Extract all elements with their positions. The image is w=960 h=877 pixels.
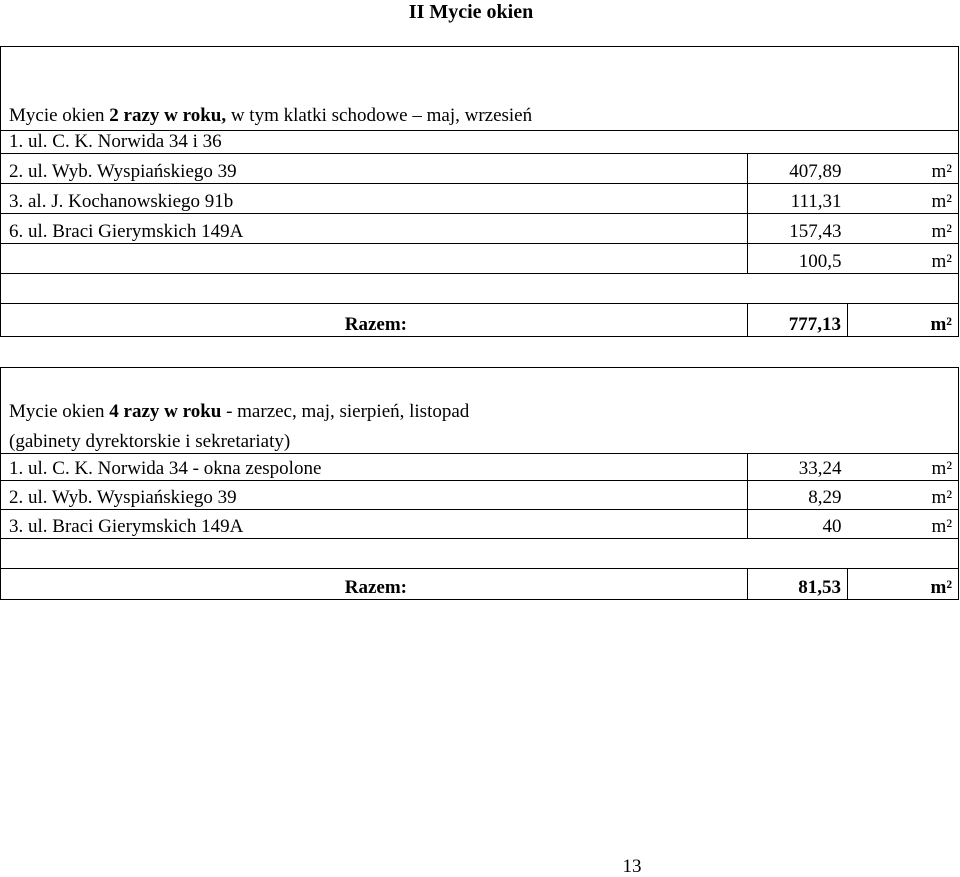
table-row xyxy=(1,244,959,274)
page-number: 13 xyxy=(622,856,642,877)
table-row xyxy=(1,510,959,539)
table-row xyxy=(1,454,959,481)
section1-header-prefix: Mycie okien xyxy=(9,105,110,126)
row-value: 8,29 xyxy=(748,481,848,510)
total-unit: m² xyxy=(848,569,959,600)
section2-subheader-row xyxy=(1,426,959,454)
row-unit: m² xyxy=(848,481,959,510)
row-value: 100,5 xyxy=(748,244,848,274)
table-row xyxy=(1,214,959,244)
section1-header xyxy=(1,47,959,131)
row-unit: m² xyxy=(848,184,959,214)
total-label: Razem: xyxy=(1,304,748,337)
table-row xyxy=(1,184,959,214)
row-value: 407,89 xyxy=(748,154,848,184)
spacer-cell xyxy=(1,274,959,304)
section2-header-suffix: - marzec, maj, sierpień, listopad xyxy=(221,400,470,422)
row-unit: m² xyxy=(848,154,959,184)
total-row xyxy=(1,304,959,337)
section2-header-row xyxy=(1,368,959,426)
row-label: 1. ul. C. K. Norwida 34 - okna zespolone xyxy=(1,454,748,481)
section2-header-prefix: Mycie okien xyxy=(9,400,110,422)
page-title: II Mycie okien xyxy=(408,1,534,23)
row-value: 40 xyxy=(748,510,848,539)
section1-table xyxy=(0,46,959,337)
row-unit: m² xyxy=(848,214,959,244)
table-row xyxy=(1,131,959,154)
section2-table xyxy=(0,367,959,600)
total-row xyxy=(1,569,959,600)
section2-subheader: (gabinety dyrektorskie i sekretariaty) xyxy=(1,426,959,454)
section1-header-suffix: w tym klatki schodowe – maj, wrzesień xyxy=(226,105,533,126)
spacer-cell xyxy=(1,539,959,569)
section2-header xyxy=(1,368,959,426)
total-value: 81,53 xyxy=(748,569,848,600)
table-row xyxy=(1,154,959,184)
row-label xyxy=(1,244,748,274)
row-label: 6. ul. Braci Gierymskich 149A xyxy=(1,214,748,244)
section1-header-row xyxy=(1,47,959,131)
total-unit: m² xyxy=(848,304,959,337)
row-label: 2. ul. Wyb. Wyspiańskiego 39 xyxy=(1,154,748,184)
row-label: 2. ul. Wyb. Wyspiańskiego 39 xyxy=(1,481,748,510)
spacer-row xyxy=(1,274,959,304)
row-value: 33,24 xyxy=(748,454,848,481)
row-value: 111,31 xyxy=(748,184,848,214)
spacer-row xyxy=(1,539,959,569)
row-unit: m² xyxy=(848,510,959,539)
table-row xyxy=(1,481,959,510)
row-unit: m² xyxy=(848,454,959,481)
total-value: 777,13 xyxy=(748,304,848,337)
row-value: 157,43 xyxy=(748,214,848,244)
row-label: 3. al. J. Kochanowskiego 91b xyxy=(1,184,748,214)
total-label: Razem: xyxy=(1,569,748,600)
section1-header-bold: 2 razy w roku, xyxy=(109,105,227,126)
section2-header-bold: 4 razy w roku xyxy=(109,400,222,422)
row-unit: m² xyxy=(848,244,959,274)
row-label: 1. ul. C. K. Norwida 34 i 36 xyxy=(1,131,959,154)
row-label: 3. ul. Braci Gierymskich 149A xyxy=(1,510,748,539)
